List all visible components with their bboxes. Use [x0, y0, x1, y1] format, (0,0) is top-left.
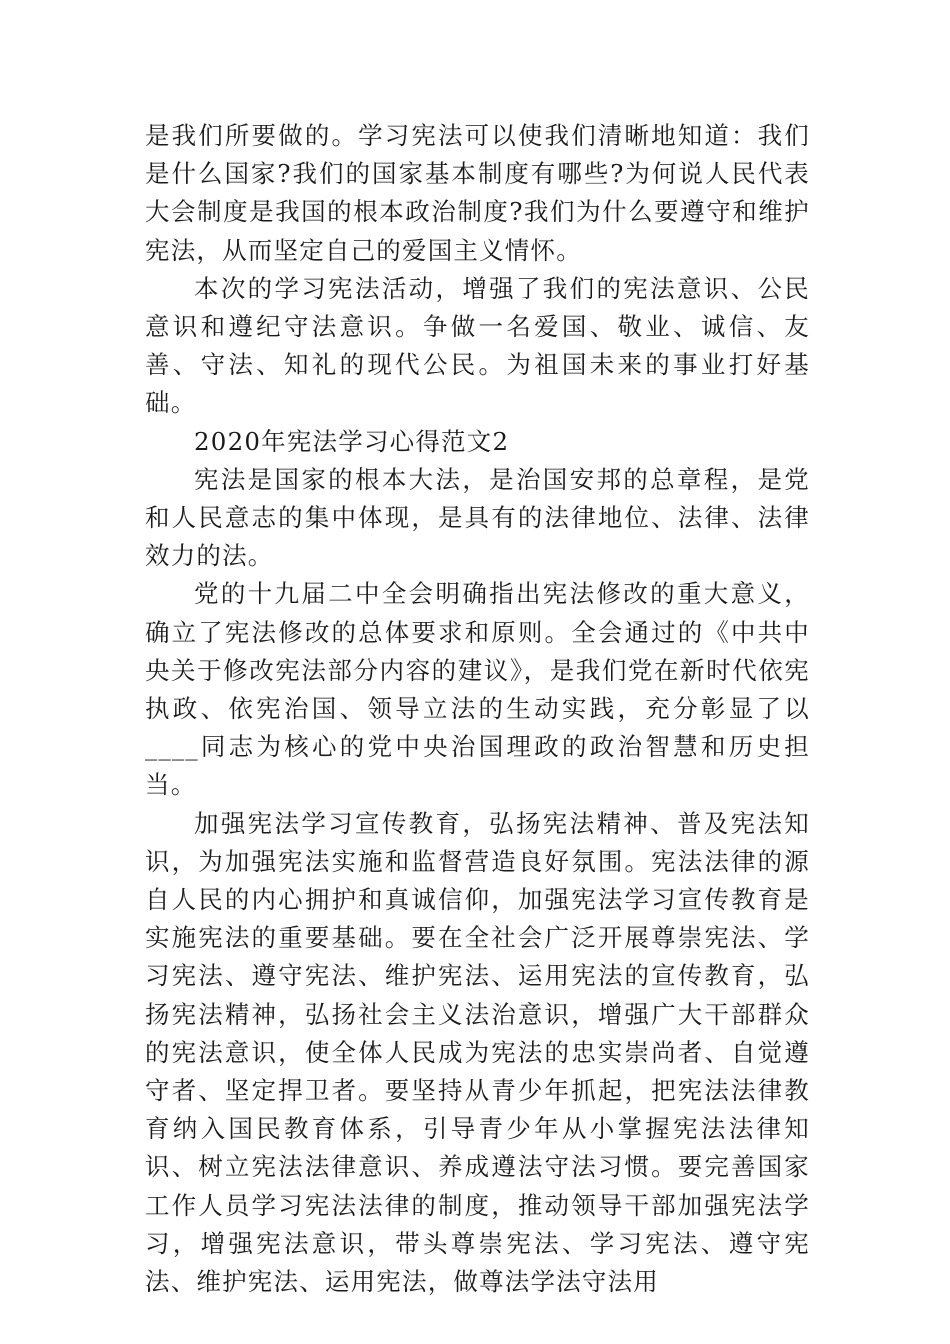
paragraph-education: 加强宪法学习宣传教育，弘扬宪法精神、普及宪法知识，为加强宪法实施和监督营造良好氛围。宪法法律的源自人民的内心拥护和真诚信仰，加强宪法学习宣传教育是实施宪法的重要基础。要在全社会广泛开展尊崇宪法、学习宪法、遵守宪法、维护宪法、运用宪法的宣传教育，弘扬宪法精神，弘扬社会主义法治意识，增强广大干部群众的宪法意识，使全体人民成为宪法的忠实崇尚者、自觉遵守者、坚定捍卫者。要坚持从青少年抓起，把宪法法律教育纳入国民教育体系，引导青少年从小掌握宪法法律知识、树立宪法法律意识、养成遵法守法习惯。要完善国家工作人员学习宪法法律的制度，推动领导干部加强宪法学习，增强宪法意识，带头尊崇宪法、学习宪法、遵守宪法、维护宪法、运用宪法，做尊法学法守法用: [145, 808, 810, 1297]
paragraph-constitution-definition: 宪法是国家的根本大法，是治国安邦的总章程，是党和人民意志的集中体现，是具有的法律地位、法律、法律效力的法。: [145, 464, 810, 571]
paragraph-plenary-session: 党的十九届二中全会明确指出宪法修改的重大意义，确立了宪法修改的总体要求和原则。全会通过的《中共中央关于修改宪法部分内容的建议》，是我们党在新时代依宪执政、依宪治国、领导立法的生动实践，充分彰显了以____同志为核心的党中央治国理政的政治智慧和历史担当。: [145, 579, 810, 800]
section-heading: 2020年宪法学习心得范文2: [194, 426, 510, 456]
paragraph-activity-summary: 本次的学习宪法活动，增强了我们的宪法意识、公民意识和遵纪守法意识。争做一名爱国、敬业、诚信、友善、守法、知礼的现代公民。为祖国未来的事业打好基础。: [145, 273, 810, 418]
document-body: [145, 117, 810, 1301]
paragraph-continuation: 是我们所要做的。学习宪法可以使我们清晰地知道：我们是什么国家?我们的国家基本制度有哪些?为何说人民代表大会制度是我国的根本政治制度?我们为什么要遵守和维护宪法，从而坚定自己的爱国主义情怀。: [145, 121, 810, 265]
